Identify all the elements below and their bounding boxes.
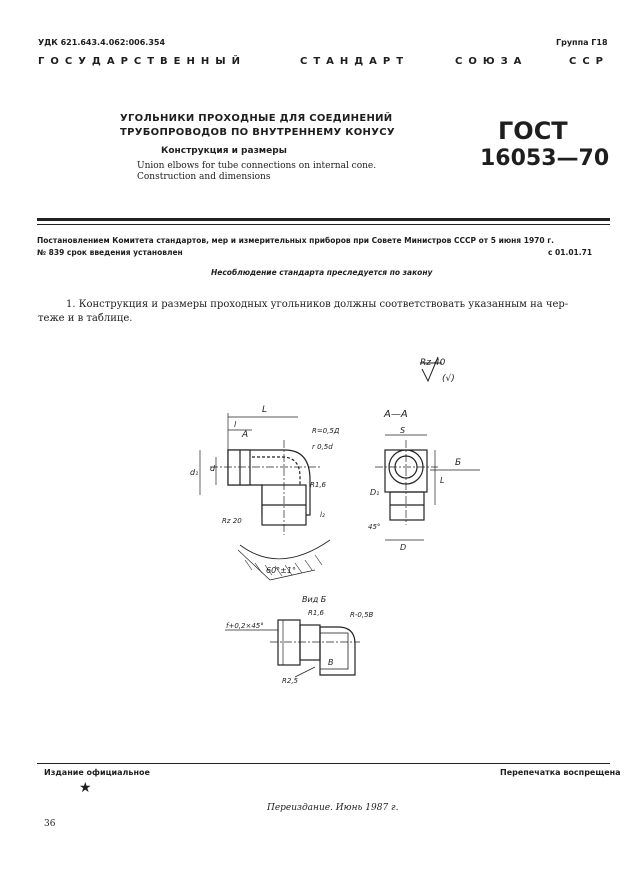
dim-B: Б	[455, 458, 462, 468]
dim-S: S	[400, 426, 406, 435]
elbow-main-view	[200, 413, 330, 580]
paragraph-line-1: 1. Конструкция и размеры проходных угольников должны соответствовать указанным на чер-	[66, 299, 569, 310]
dim-l2: l₂	[320, 511, 325, 519]
dim-angle45: 45°	[368, 523, 381, 531]
dim-l: l	[234, 420, 237, 429]
section-label: А—А	[384, 409, 408, 420]
gost-label: ГОСТ	[498, 117, 568, 145]
star-icon: ★	[79, 780, 92, 796]
view-label: Вид Б	[302, 595, 327, 604]
effective-date: с 01.01.71	[548, 248, 593, 257]
view-R: R-0,5В	[350, 611, 374, 619]
dim-d1: d₁	[190, 468, 199, 477]
section-a-a	[375, 435, 480, 540]
roughness-paren: (√)	[442, 374, 455, 384]
view-B: В	[328, 658, 334, 667]
technical-drawing	[170, 345, 610, 690]
dim-angle: 60°±1°	[266, 566, 296, 575]
udc-code: УДК 621.643.4.062:006.354	[38, 38, 166, 47]
divider-thin	[37, 224, 610, 225]
title-line-2: ТРУБОПРОВОДОВ ПО ВНУТРЕННЕМУ КОНУСУ	[120, 127, 395, 138]
dim-L2: L	[440, 476, 445, 485]
dim-A: A	[242, 430, 249, 440]
decree-line-2: № 839 срок введения установлен	[37, 248, 183, 257]
official-edition: Издание официальное	[44, 768, 150, 777]
reissue-note: Переиздание. Июнь 1987 г.	[267, 803, 399, 813]
dim-rz: Rz 20	[222, 517, 242, 525]
view-R25: R2,5	[282, 677, 298, 685]
gost-number: 16053—70	[480, 146, 610, 171]
dim-D: D	[400, 543, 407, 552]
page-number: 36	[44, 819, 56, 829]
title-subtitle: Конструкция и размеры	[161, 146, 287, 156]
footer-divider	[37, 763, 610, 764]
view-chamfer: f+0,2×45°	[226, 622, 264, 630]
group-code: Группа Г18	[556, 38, 608, 47]
header-word-4: ССР	[569, 56, 610, 67]
english-title-line-1: Union elbows for tube connections on internal cone.	[137, 161, 377, 171]
dim-d: d	[210, 464, 216, 473]
paragraph-line-2: теже и в таблице.	[38, 313, 133, 324]
view-R16: R1,6	[308, 609, 324, 617]
divider-thick	[37, 218, 610, 221]
dim-L: L	[262, 405, 268, 415]
roughness-label: Rz 40	[420, 358, 446, 368]
law-notice: Несоблюдение стандарта преследуется по закону	[211, 268, 433, 277]
standard-header-row	[38, 56, 608, 70]
dim-r: r 0,5d	[312, 443, 333, 451]
title-line-1: УГОЛЬНИКИ ПРОХОДНЫЕ ДЛЯ СОЕДИНЕНИЙ	[120, 113, 393, 124]
header-word-2: СТАНДАРТ	[300, 56, 410, 67]
decree-line-1: Постановлением Комитета стандартов, мер и измерительных приборов при Совете Министров СССР от 5 июня 1970 г.	[37, 236, 554, 245]
reprint-notice: Перепечатка воспрещена	[500, 768, 621, 777]
header-word-3: СОЮЗА	[455, 56, 528, 67]
dim-D1: D₁	[370, 488, 380, 497]
header-word-1: ГОСУДАРСТВЕННЫЙ	[38, 56, 246, 67]
dim-R: R=0,5Д	[312, 427, 340, 435]
dim-R16: R1,6	[310, 481, 326, 489]
english-title-line-2: Construction and dimensions	[137, 172, 271, 182]
